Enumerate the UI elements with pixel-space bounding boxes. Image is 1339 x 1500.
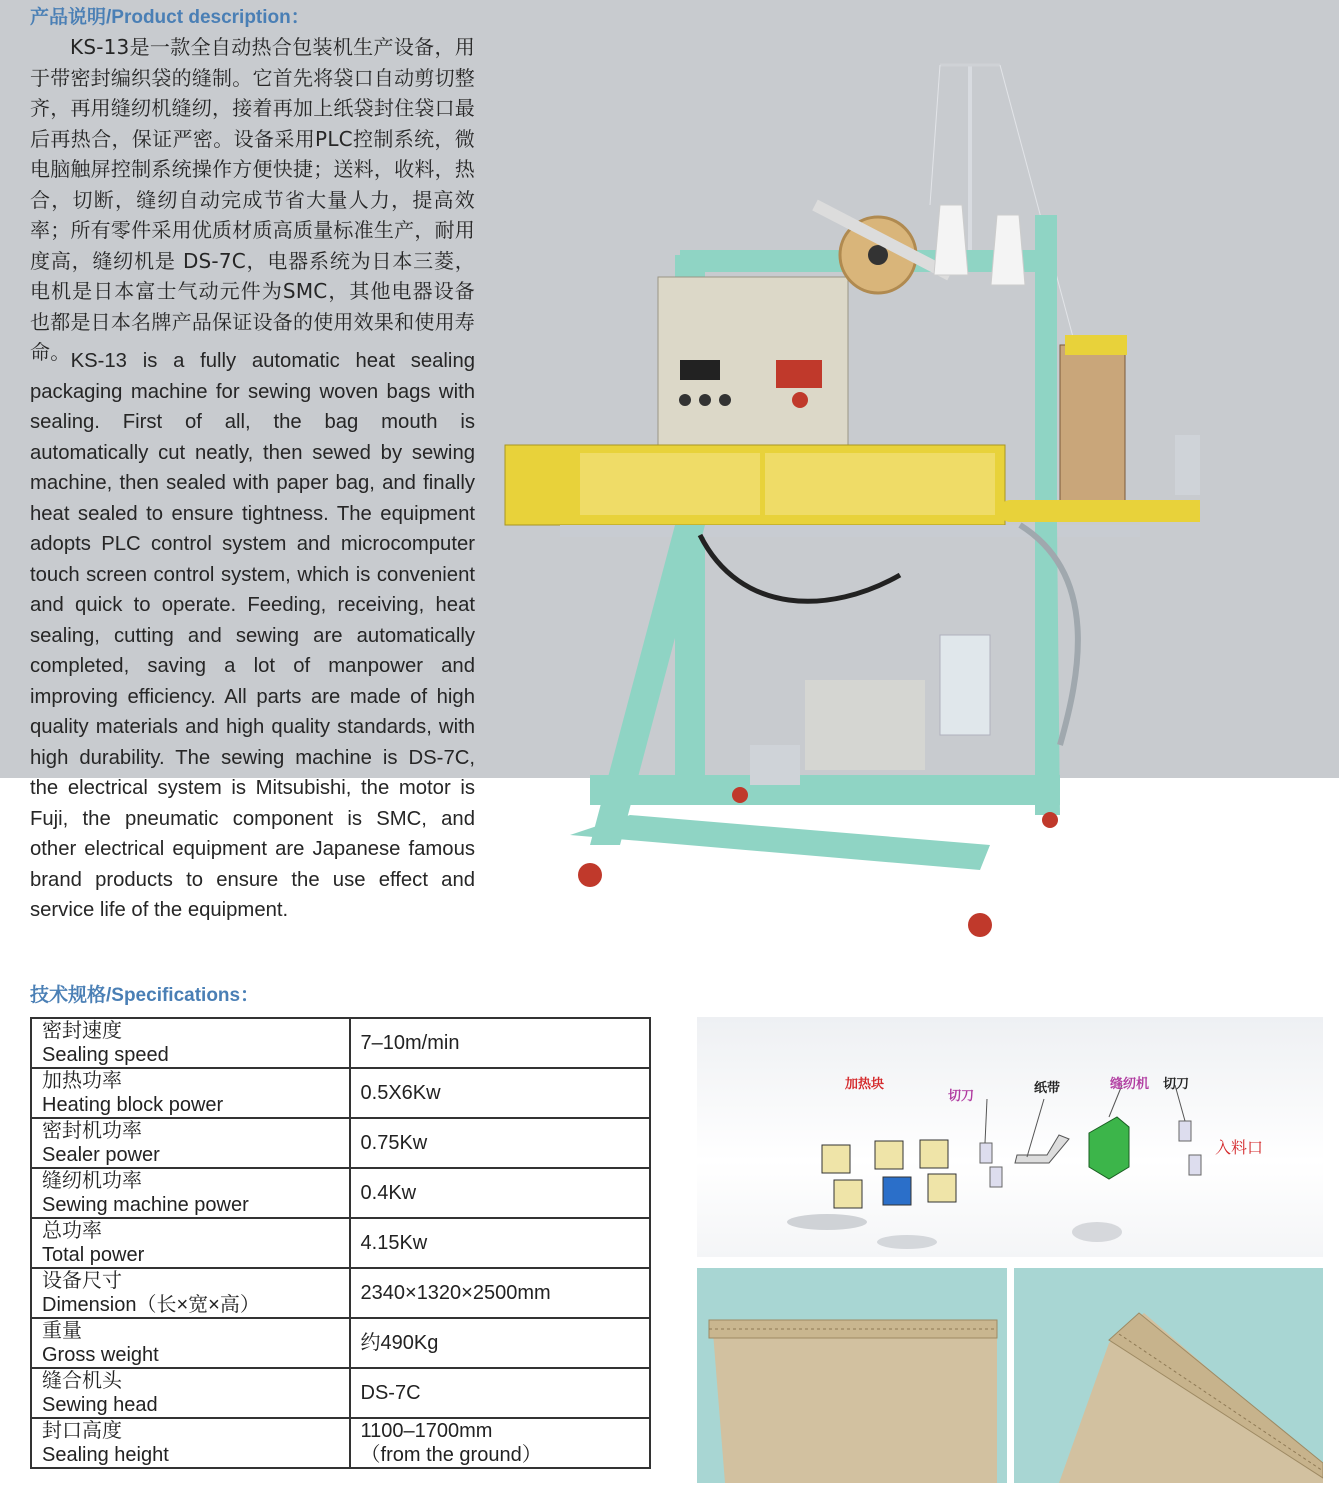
- description-english-text: KS-13 is a fully automatic heat sealing packaging machine for sewing woven bags with sealing. First of all, the bag mouth is automatically cut neatly, then sewed by sewing machine, then sealed with paper bag, and finally heat sealed to ensure tightness. The equipment adopts PLC control system and microcomputer touch screen control system, which is convenient and quick to operate. Feeding, receiving, heat sealing, cutting and sewing are automatically completed, saving a lot of manpower and improving efficiency. All parts are made of high quality materials and high quality standards, with high durability. The sewing machine is DS-7C, the electrical system is Mitsubishi, the motor is Fuji, the pneumatic component is SMC, and other electrical equipment are Japanese famous brand products to ensure the use effect and service life of the equipment.: [30, 350, 475, 921]
- spec-label-cn: 缝纫机功率: [42, 1170, 142, 1192]
- spec-label-cn: 重量: [42, 1320, 82, 1342]
- table-row: [31, 1368, 650, 1418]
- spec-value: 0.5X6Kw: [350, 1068, 650, 1118]
- spec-label-en: Gross weight: [42, 1344, 159, 1366]
- specifications-table: [30, 1017, 651, 1469]
- table-row: [31, 1018, 650, 1068]
- sealed-bag-graphic: [697, 1268, 1007, 1483]
- spec-label-en: Heating block power: [42, 1094, 224, 1116]
- spec-label-en: Sealing speed: [42, 1044, 169, 1066]
- spec-label-en: Dimension（长×宽×高）: [42, 1294, 260, 1316]
- product-description-title: 产品说明/Product description：: [30, 7, 310, 28]
- spec-value: 0.4Kw: [350, 1168, 650, 1218]
- spec-value-note: （from the ground）: [360, 1444, 542, 1466]
- spec-label-cn: 封口高度: [42, 1420, 122, 1442]
- table-row: [31, 1218, 650, 1268]
- table-row: [31, 1318, 650, 1368]
- heating-block-icons: [822, 1140, 956, 1208]
- table-row: [31, 1268, 650, 1318]
- spec-label-en: Sealing height: [42, 1444, 169, 1466]
- description-chinese-text: KS-13是一款全自动热合包装机生产设备，用于带密封编织袋的缝制。它首先将袋口自动剪切整齐，再用缝纫机缝纫，接着再加上纸袋封住袋口最后再热合，保证严密。设备采用PLC控制系统，微电脑触屏控制系统操作方便快捷；送料，收料，热合，切断，缝纫自动完成节省大量人力，提高效率；所有零件采用优质材质高质量标准生产，耐用度高，缝纫机是 DS-7C，电器系统为日本三菱，电机是日本富士气动元件为SMC，其他电器设备也都是日本名牌产品保证设备的使用效果和使用寿命。: [30, 35, 475, 364]
- spec-label-en: Total power: [42, 1244, 145, 1266]
- sealed-bag-photo-angle: [1014, 1268, 1323, 1483]
- process-diagram: [697, 1017, 1323, 1257]
- spec-value: DS-7C: [350, 1368, 650, 1418]
- spec-label-cn: 加热功率: [42, 1070, 122, 1092]
- specifications-title: 技术规格/Specifications：: [30, 985, 260, 1006]
- spec-value: 1100–1700mm: [360, 1420, 493, 1442]
- spec-label-en: Sealer power: [42, 1144, 160, 1166]
- spec-label-cn: 总功率: [42, 1220, 102, 1242]
- spec-label-en: Sewing machine power: [42, 1194, 249, 1216]
- spec-label-cn: 密封机功率: [42, 1120, 142, 1142]
- spec-label-cn: 缝合机头: [42, 1370, 122, 1392]
- description-english: [30, 346, 475, 926]
- spec-label-en: Sewing head: [42, 1394, 158, 1416]
- sewing-machine-icon: [1089, 1117, 1129, 1179]
- table-row: [31, 1418, 650, 1468]
- table-row: [31, 1168, 650, 1218]
- table-row: [31, 1068, 650, 1118]
- spec-value: 2340×1320×2500mm: [350, 1268, 650, 1318]
- spec-label-cn: 密封速度: [42, 1020, 122, 1042]
- spec-value: 0.75Kw: [350, 1118, 650, 1168]
- description-chinese: [30, 32, 475, 368]
- label-cutter-1: 切刀: [948, 1089, 975, 1104]
- spec-value: 4.15Kw: [350, 1218, 650, 1268]
- label-paper-tape: 纸带: [1034, 1081, 1061, 1096]
- label-sewing-machine: 缝纫机: [1110, 1077, 1150, 1092]
- label-inlet: 入料口: [1215, 1138, 1264, 1157]
- sealed-bag-photo-front: [697, 1268, 1007, 1483]
- machine-photo: [500, 55, 1200, 955]
- sealed-bag-closeup-graphic: [1014, 1268, 1323, 1483]
- spec-value: 7–10m/min: [350, 1018, 650, 1068]
- label-cutter-2: 切刀: [1163, 1077, 1190, 1092]
- spec-label-cn: 设备尺寸: [42, 1270, 122, 1292]
- spec-value: 约490Kg: [350, 1318, 650, 1368]
- table-row: [31, 1118, 650, 1168]
- label-heating-block: 加热块: [845, 1077, 885, 1092]
